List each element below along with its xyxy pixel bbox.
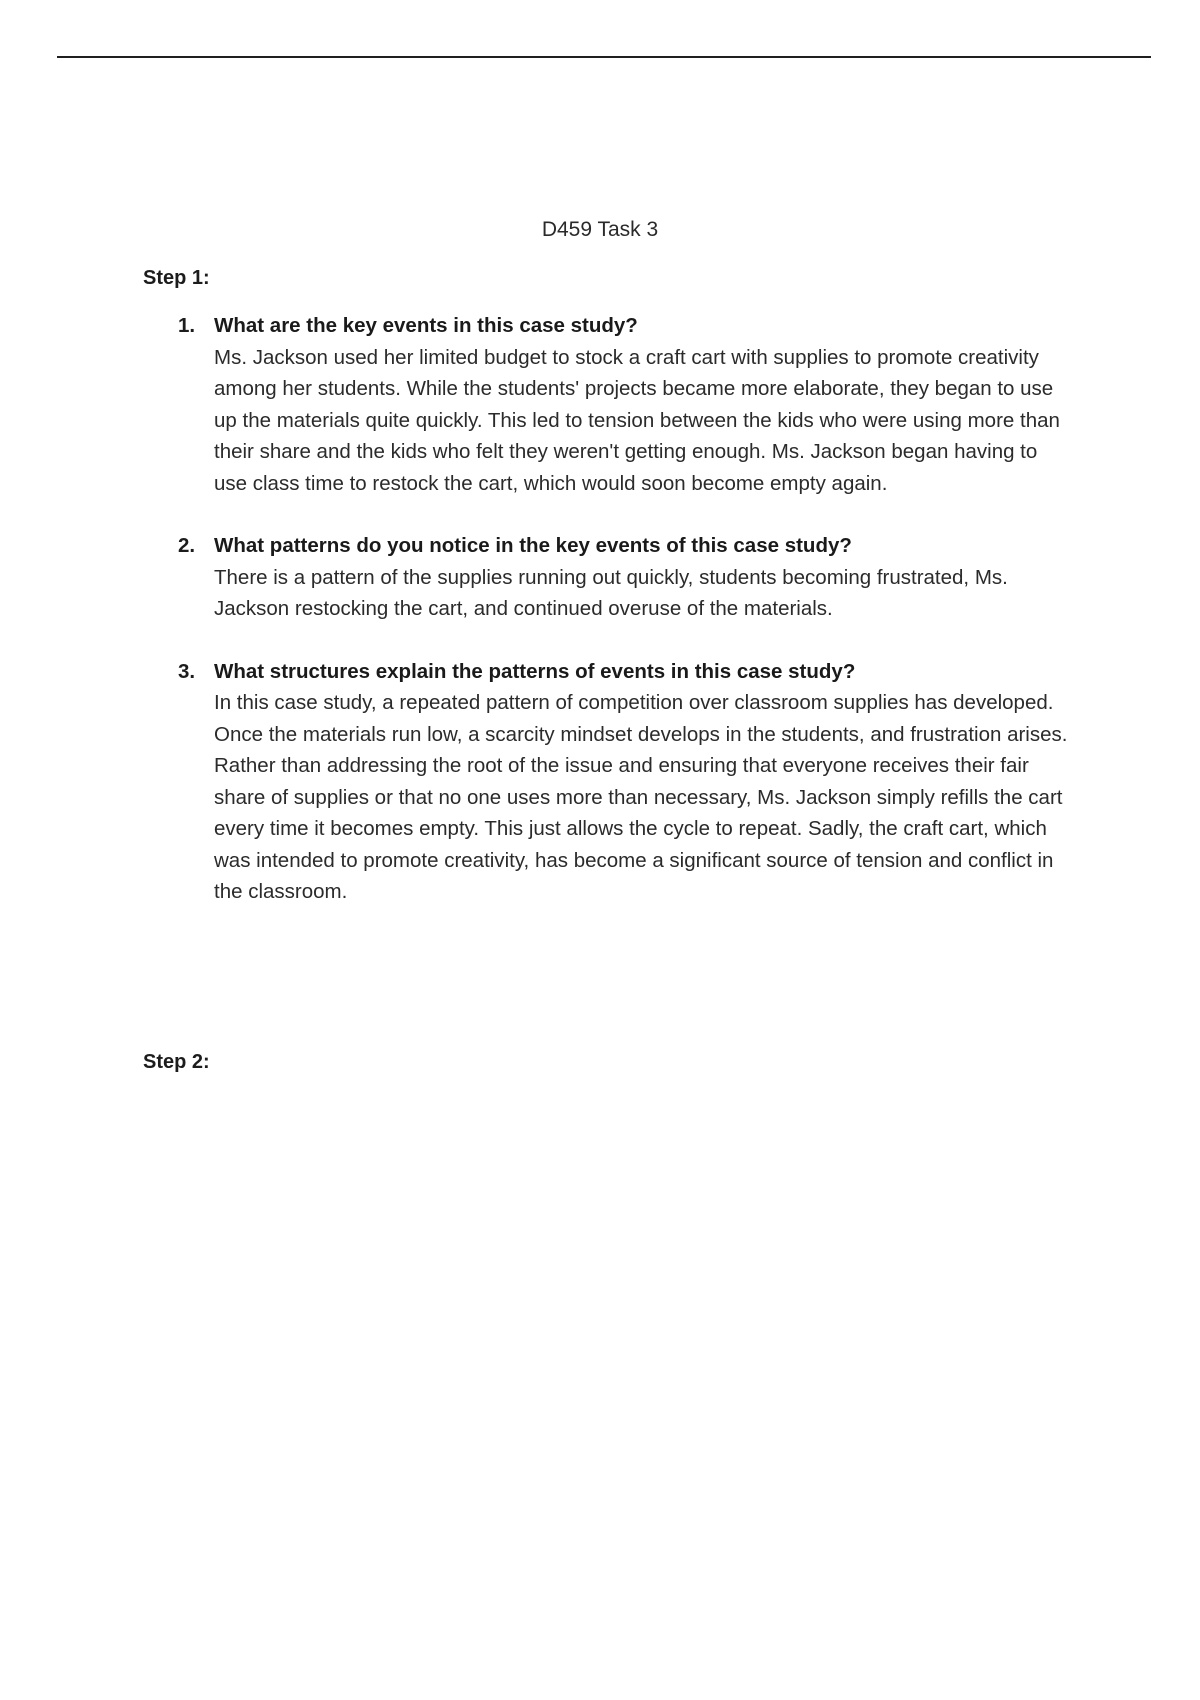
question-answer: In this case study, a repeated pattern of competition over classroom supplies has developed. Once the materials run low, a scarcity mindset develops in the students, and frustration arises. Rather than addressing the root of the issue and ensuring that everyone receives their fair share of supplies or that no one uses more than necessary, Ms. Jackson simply refills the cart every time it becomes empty. This just allows the cycle to repeat. Sadly, the craft cart, which was intended to promote creativity, has become a significant source of tension and conflict in the classroom. xyxy=(214,691,1068,903)
question-item-1 xyxy=(0,310,1200,499)
question-number: 1. xyxy=(178,314,196,337)
question-answer: There is a pattern of the supplies running out quickly, students becoming frustrated, Ms. Jackson restocking the cart, and continued overuse of the materials. xyxy=(214,565,1008,620)
question-item-2 xyxy=(0,530,1200,625)
question-heading: What are the key events in this case study? xyxy=(214,314,638,337)
step-2-heading: Step 2: xyxy=(143,1051,210,1073)
question-number: 2. xyxy=(178,534,196,557)
question-heading: What structures explain the patterns of events in this case study? xyxy=(214,659,856,683)
document-title: D459 Task 3 xyxy=(541,218,659,241)
question-heading: What patterns do you notice in the key events of this case study? xyxy=(214,534,852,557)
question-answer: Ms. Jackson used her limited budget to stock a craft cart with supplies to promote creativity among her students. While the students' projects became more elaborate, they began to use up the materials quite quickly. This led to tension between the kids who were using more than their share and the kids who felt they weren't getting enough. Ms. Jackson began having to use class time to restock the cart, which would soon become empty again. xyxy=(214,345,1060,495)
question-item-3 xyxy=(0,656,1200,908)
step-1-heading: Step 1: xyxy=(143,267,210,289)
question-list xyxy=(0,310,1200,939)
header-rule xyxy=(57,56,1151,58)
question-number: 3. xyxy=(178,659,196,683)
